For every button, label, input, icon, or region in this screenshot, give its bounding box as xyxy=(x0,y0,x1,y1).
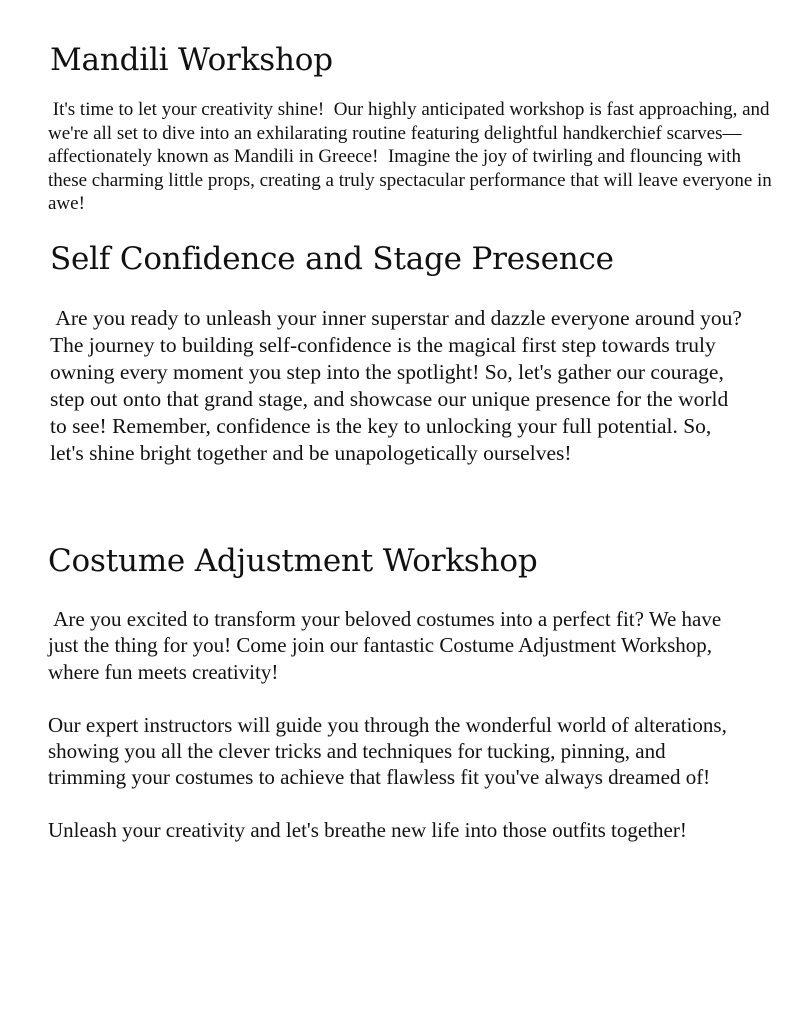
self-confidence-heading: Self Confidence and Stage Presence xyxy=(50,241,614,277)
costume-adjustment-paragraph-3: Unleash your creativity and let's breathe new life into those outfits together! xyxy=(48,818,687,843)
mandili-workshop-paragraph: It's time to let your creativity shine! Our highly anticipated workshop is fast approaching, and we're all set to dive into an exhilarating routine featuring delightful handkerchief scarves—affectionately known as Mandili in Greece! Imagine the joy of twirling and flouncing with these charming little props, creating a truly spectacular performance that will leave everyone in awe! xyxy=(48,99,777,214)
costume-adjustment-paragraph-2: Our expert instructors will guide you through the wonderful world of alterations, showing you all the clever tricks and techniques for tucking, pinning, and trimming your costumes to achieve that flawless fit you've always dreamed of! xyxy=(48,712,727,790)
mandili-workshop-body xyxy=(48,98,778,216)
costume-adjustment-body xyxy=(48,606,748,844)
costume-adjustment-paragraph-1: Are you excited to transform your beloved costumes into a perfect fit? We have just the thing for you! Come join our fantastic Costume Adjustment Workshop, where fun meets creativity! xyxy=(48,607,727,684)
self-confidence-body xyxy=(50,305,753,467)
self-confidence-paragraph: Are you ready to unleash your inner superstar and dazzle everyone around you? The journey to building self-confidence is the magical first step towards truly owning every moment you step into the spotlight! So, let's gather our courage, step out onto that grand stage, and showcase our unique presence for the world to see! Remember, confidence is the key to unlocking your full potential. So, let's shine bright together and be unapologetically ourselves! xyxy=(50,306,753,465)
mandili-workshop-heading: Mandili Workshop xyxy=(50,42,333,78)
costume-adjustment-heading: Costume Adjustment Workshop xyxy=(48,543,538,579)
